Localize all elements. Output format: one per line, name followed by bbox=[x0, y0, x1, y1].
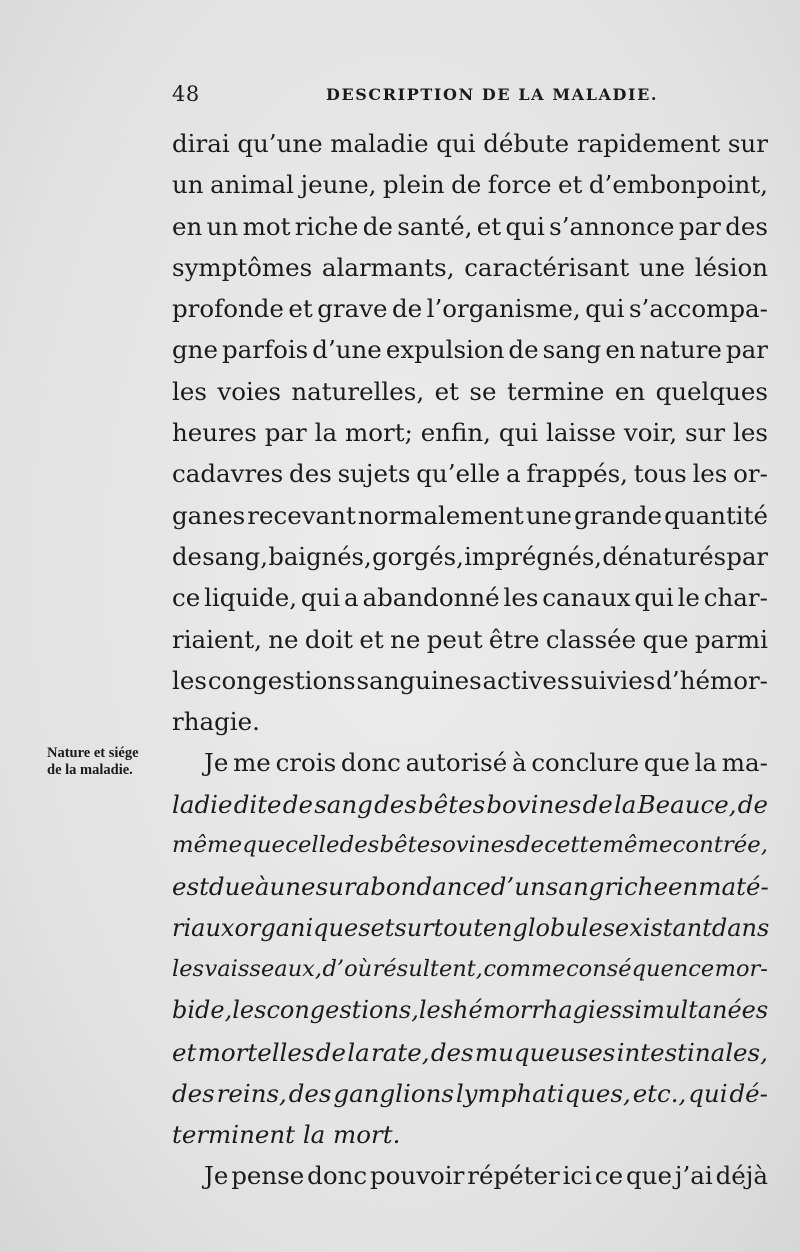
text-line: un animal jeune, plein de force et d’embonpoint, bbox=[172, 170, 768, 200]
italic-line: riaux organiques et surtout en globules existant dans bbox=[172, 913, 770, 942]
text-line: ganes recevant normalement une grande quantité bbox=[172, 500, 768, 530]
italic-line: des reins, des ganglions lymphatiques, etc., qui dé- bbox=[172, 1078, 768, 1108]
italic-line: est due à une surabondance d’un sang riche en maté- bbox=[172, 872, 769, 902]
conclusion-line: Je me crois donc autorisé à conclure que la ma- bbox=[204, 748, 768, 778]
text-line: Je pense donc pouvoir répéter ici ce que j’ai déjà bbox=[204, 1161, 768, 1191]
text-line: les congestions sanguines actives suivies d’hémor- bbox=[172, 665, 768, 695]
running-title: DESCRIPTION DE LA MALADIE. bbox=[326, 85, 659, 104]
margin-note-line: Nature et siége bbox=[47, 745, 139, 761]
margin-note bbox=[47, 745, 177, 779]
margin-note-line: de la maladie. bbox=[47, 762, 133, 778]
text-line: gne parfois d’une expulsion de sang en nature par bbox=[172, 335, 768, 365]
page-number: 48 bbox=[172, 82, 200, 106]
italic-line: terminent la mort. bbox=[172, 1120, 401, 1150]
text-line: cadavres des sujets qu’elle a frappés, tous les or- bbox=[172, 459, 768, 489]
italic-line: les vaisseaux, d’où résultent, comme conséquence mor- bbox=[172, 955, 768, 982]
page-header bbox=[0, 82, 800, 112]
text-line: en un mot riche de santé, et qui s’annonce par des bbox=[172, 211, 768, 241]
text-line: les voies naturelles, et se termine en quelques bbox=[172, 376, 768, 406]
text-line: de sang, baignés, gorgés, imprégnés, dénaturés par bbox=[172, 541, 768, 571]
italic-line: et mortelles de la rate, des muqueuses intestinales, bbox=[172, 1037, 768, 1067]
text-line: symptômes alarmants, caractérisant une lésion bbox=[172, 252, 768, 282]
text-line: rhagie. bbox=[172, 707, 260, 737]
text-line: dirai qu’une maladie qui débute rapidement sur bbox=[172, 129, 768, 158]
text-line: ce liquide, qui a abandonné les canaux qui le char- bbox=[172, 583, 768, 613]
body-text bbox=[172, 123, 768, 1197]
italic-line: même que celle des bêtes ovines de cette même contrée, bbox=[172, 832, 768, 859]
text-line: heures par la mort; enfin, qui laisse voir, sur les bbox=[172, 418, 768, 448]
text-line: riaient, ne doit et ne peut être classée que parmi bbox=[172, 624, 768, 654]
text-line: profonde et grave de l’organisme, qui s’accompa- bbox=[172, 294, 768, 324]
italic-line: ladie dite de sang des bêtes bovines de la Beauce, de bbox=[172, 789, 768, 819]
italic-line: bide, les congestions, les hémorrhagies simultanées bbox=[172, 996, 769, 1025]
